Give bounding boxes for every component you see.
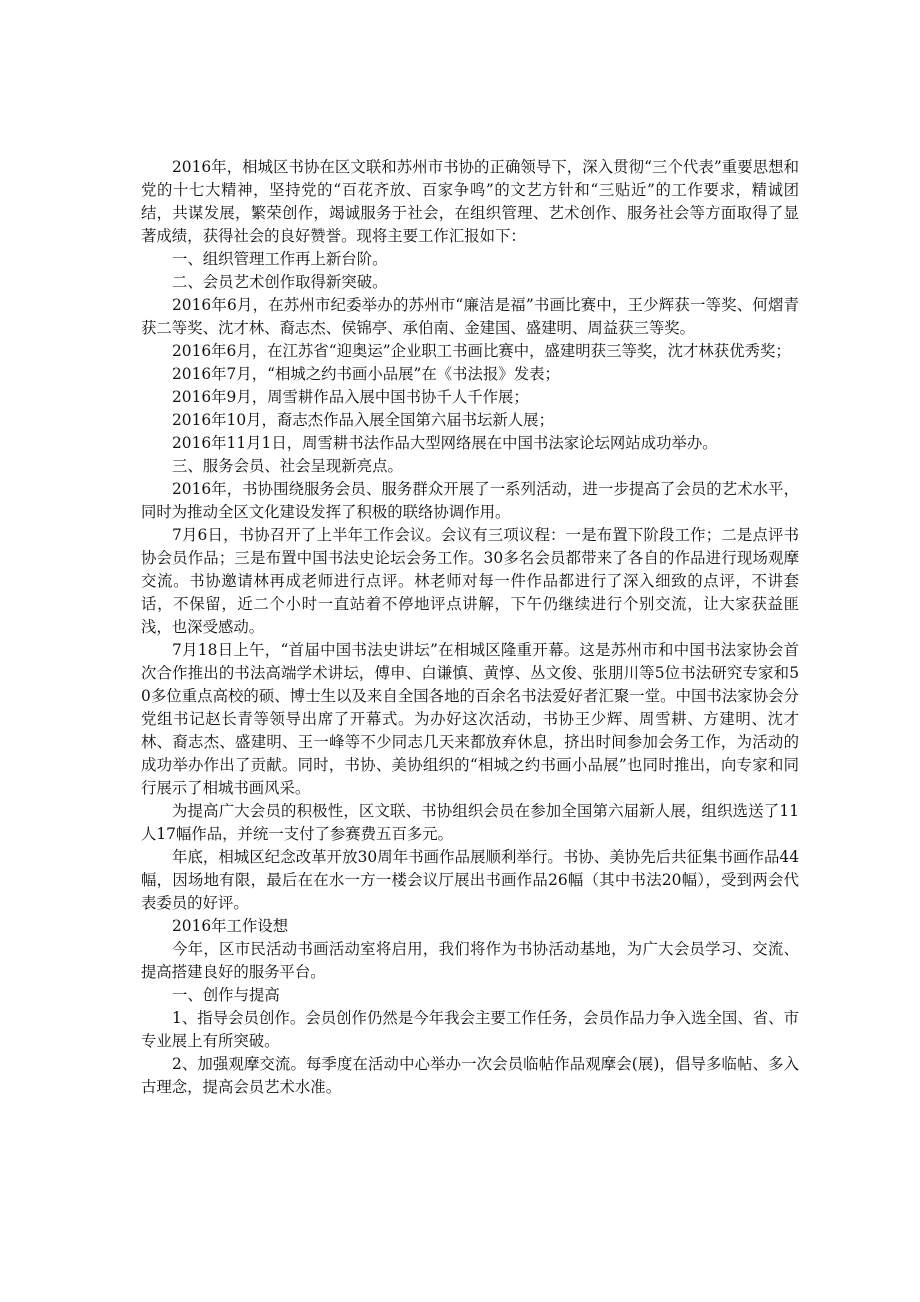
section-heading-creation: 二、会员艺术创作取得新突破。 xyxy=(172,273,388,291)
newcomer-exhibition-paragraph: 为提高广大会员的积极性，区文联、书协组织会员在参加全国第六届新人展，组织选送了11人17幅作品，并统一支付了参赛费五百多元。 xyxy=(141,802,799,843)
event-item-july: 2016年7月，“相城之约书画小品展”在《书法报》发表； xyxy=(172,365,560,383)
plan-item-guidance: 1、指导会员创作。会员创作仍然是今年我会主要工作任务，会员作品力争入选全国、省、市专业展上有所突破。 xyxy=(141,1009,799,1050)
intro-paragraph: 2016年，相城区书协在区文联和苏州市书协的正确领导下，深入贯彻“三个代表”重要思想和党的十七大精神，坚持党的“百花齐放、百家争鸣”的文艺方针和“三贴近”的工作要求，精诚团结，共谋发展，繁荣创作，竭诚服务于社会，在组织管理、艺术创作、服务社会等方面取得了显著成绩，获得社会的良好赞誉。现将主要工作汇报如下： xyxy=(141,158,799,245)
award-paragraph-jiangsu: 2016年6月，在江苏省“迎奥运”企业职工书画比赛中，盛建明获三等奖，沈才林获优秀奖； xyxy=(172,342,791,360)
section-heading-service: 三、服务会员、社会呈现新亮点。 xyxy=(172,457,403,475)
plan-item-exchange: 2、加强观摩交流。每季度在活动中心举办一次会员临帖作品观摩会(展)，倡导多临帖、多入古理念，提高会员艺术水准。 xyxy=(141,1055,799,1096)
event-item-october: 2016年10月，裔志杰作品入展全国第六届书坛新人展； xyxy=(172,411,554,429)
event-item-september: 2016年9月，周雪耕作品入展中国书协千人千作展； xyxy=(172,388,529,406)
event-item-november: 2016年11月1日，周雪耕书法作品大型网络展在中国书法家论坛网站成功举办。 xyxy=(172,434,718,452)
forum-paragraph: 7月18日上午，“首届中国书法史讲坛”在相城区隆重开幕。这是苏州市和中国书法家协会首次合作推出的书法高端学术讲坛，傅申、白谦慎、黄惇、丛文俊、张朋川等5位书法研究专家和50多位重点高校的硕、博士生以及来自全国各地的百余名书法爱好者汇聚一堂。中国书法家协会分党组书记赵长青等领导出席了开幕式。为办好这次活动，书协王少辉、周雪耕、方建明、沈才林、裔志杰、盛建明、王一峰等不少同志几天来都放弃休息，挤出时间参加会务工作，为活动的成功举办作出了贡献。同时，书协、美协组织的“相城之约书画小品展”也同时推出，向专家和同行展示了相城书画风采。 xyxy=(141,641,799,797)
meeting-paragraph: 7月6日，书协召开了上半年工作会议。会议有三项议程：一是布置下阶段工作；二是点评书协会员作品；三是布置中国书法史论坛会务工作。30多名会员都带来了各自的作品进行现场观摩交流。书协邀请林再成老师进行点评。林老师对每一件作品都进行了深入细致的点评，不讲套话，不保留，近二个小时一直站着不停地评点讲解，下午仍继续进行个别交流，让大家获益匪浅，也深受感动。 xyxy=(141,526,799,636)
plan-section-heading-creation: 一、创作与提高 xyxy=(172,986,280,1004)
plan-heading: 2016年工作设想 xyxy=(172,917,289,935)
year-end-exhibition-paragraph: 年底，相城区纪念改革开放30周年书画作品展顺利举行。书协、美协先后共征集书画作品44幅，因场地有限，最后在在水一方一楼会议厅展出书画作品26幅（其中书法20幅），受到两会代表委员的好评。 xyxy=(141,848,799,912)
plan-intro-paragraph: 今年，区市民活动书画活动室将启用，我们将作为书协活动基地，为广大会员学习、交流、提高搭建良好的服务平台。 xyxy=(141,940,799,981)
service-summary-paragraph: 2016年，书协围绕服务会员、服务群众开展了一系列活动，进一步提高了会员的艺术水平，同时为推动全区文化建设发挥了积极的联络协调作用。 xyxy=(141,480,799,521)
document-body xyxy=(141,156,799,1099)
section-heading-organization: 一、组织管理工作再上新台阶。 xyxy=(172,250,388,268)
award-paragraph-suzhou: 2016年6月，在苏州市纪委举办的苏州市“廉洁是福”书画比赛中，王少辉获一等奖、何熠青获二等奖、沈才林、裔志杰、侯锦亭、承伯南、金建国、盛建明、周益获三等奖。 xyxy=(141,296,799,337)
